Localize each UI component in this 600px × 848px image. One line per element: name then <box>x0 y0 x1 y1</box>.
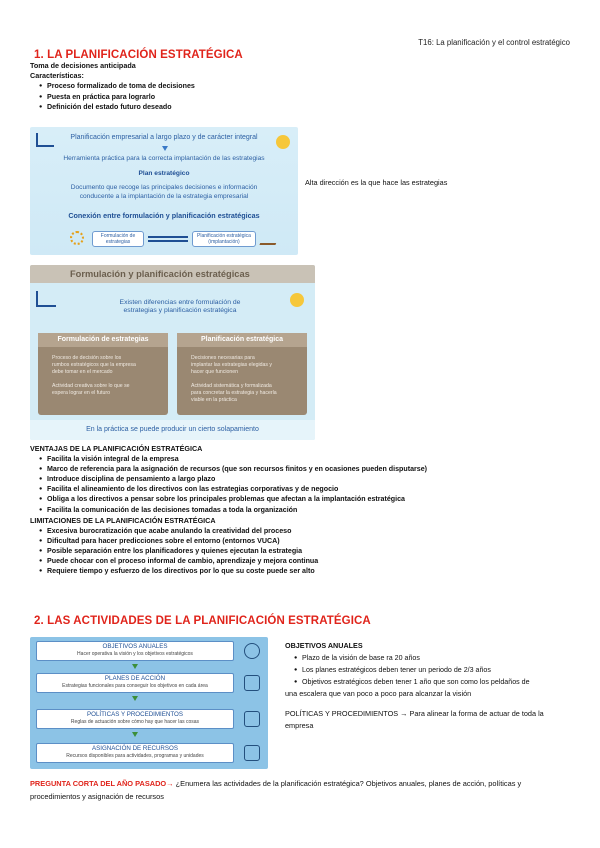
slide3-row-sub: Reglas de actuación sobre cómo hay que hacer las cosas <box>70 719 200 725</box>
tools-icon <box>259 231 280 245</box>
question-block <box>30 779 575 802</box>
slide2-right-panel <box>177 333 307 415</box>
section2-heading: 2. LAS ACTIVIDADES DE LA PLANIFICACIÓN ESTRATÉGICA <box>34 615 371 627</box>
boxes-icon <box>244 745 260 761</box>
slide2-right-text: Decisiones necesarias para <box>191 355 255 361</box>
slide2-title: Formulación y planificación estratégicas <box>70 269 250 279</box>
slide3-row-title: POLÍTICAS Y PROCEDIMIENTOS <box>87 711 183 718</box>
limitaciones-title: LIMITACIONES DE LA PLANIFICACIÓN ESTRATÉGICA <box>30 515 216 525</box>
slide2-right-text: viable en la práctica <box>191 397 237 403</box>
ventajas-list <box>30 454 575 514</box>
objetivos-title: OBJETIVOS ANUALES <box>285 641 363 650</box>
ventajas-title: VENTAJAS DE LA PLANIFICACIÓN ESTRATÉGICA <box>30 444 203 453</box>
down-arrow-icon <box>132 696 138 701</box>
list-item: ● Definición del estado futuro deseado <box>40 102 575 112</box>
slide3-row-sub: Hacer operativa la visión y los objetivos estratégicos <box>77 651 193 657</box>
slide2-left-text: Actividad creativa sobre lo que se <box>52 383 130 389</box>
ventajas-section <box>30 444 575 576</box>
characteristics-list <box>30 81 575 111</box>
target-icon <box>244 643 260 659</box>
list-item: ● Facilita la comunicación de las decisiones tomadas a toda la organización <box>40 505 575 515</box>
slide2-right-text: implantar las estrategias elegidas y <box>191 362 273 368</box>
slide2-right-head: Planificación estratégica <box>177 333 307 347</box>
slide3-row-sub: Recursos disponibles para actividades, programas y unidades <box>66 753 204 759</box>
slide1-line: Herramienta práctica para la correcta implantación de las estrategias <box>63 155 265 162</box>
flowchart-icon <box>244 711 260 727</box>
list-item: ● Marco de referencia para la asignación de recursos (que son recursos finitos y en ocasiones pueden disputarse) <box>40 464 575 474</box>
slide2-right-text: Actividad sistemática y formalizada <box>191 383 272 389</box>
lightbulb-icon <box>290 293 304 307</box>
question-text-cont: procedimientos y asignación de recursos <box>30 791 164 801</box>
side-note: Alta dirección es la que hace las estrategias <box>305 178 448 187</box>
slide3-row-title: ASIGNACIÓN DE RECURSOS <box>92 745 178 752</box>
list-item: ● Requiere tiempo y esfuerzo de los directivos por lo que su coste puede ser alto <box>40 566 575 576</box>
slide3-row-title: PLANES DE ACCIÓN <box>104 675 166 682</box>
list-item: ● Obliga a los directivos a pensar sobre los principales problemas que afectan a la implantación estratégica <box>40 494 575 504</box>
section1-intro <box>30 61 575 112</box>
down-arrow-icon <box>132 732 138 737</box>
slide1-line: conducente a la implantación de la estrategia empresarial <box>79 193 249 200</box>
list-item: ● Los planes estratégicos deben tener un periodo de 2/3 años <box>295 665 575 675</box>
slide2-left-text: espera lograr en el futuro <box>52 390 110 396</box>
down-arrow-icon <box>162 146 168 151</box>
slide3-row-objetivos <box>36 641 234 661</box>
objetivos-list <box>285 653 575 687</box>
slide2-caption: estrategias y planificación estratégica <box>123 307 237 314</box>
list-item: ● Puede chocar con el proceso informal de cambio, aprendizaje y mejora continua <box>40 556 575 566</box>
slide3-row-asignacion <box>36 743 234 763</box>
objetivos-continuation: una escalera que van poco a poco para alcanzar la visión <box>285 689 472 699</box>
stairs-icon <box>36 133 54 147</box>
chain-icon <box>148 236 188 242</box>
slide1-line: Planificación empresarial a largo plazo y de carácter integral <box>70 134 258 141</box>
slide2-bottom-caption: En la práctica se puede producir un cierto solapamiento <box>30 420 315 440</box>
slide3-row-title: OBJETIVOS ANUALES <box>102 643 168 650</box>
slide1-line: Documento que recoge las principales decisiones e información <box>70 184 258 191</box>
list-item: ● Puesta en práctica para lograrlo <box>40 92 575 102</box>
slide2-right-text: hacer que funcionen <box>191 369 239 375</box>
down-arrow-icon <box>132 664 138 669</box>
objetivos-block <box>285 641 575 731</box>
slide2-left-text: Proceso de decisión sobre los <box>52 355 122 361</box>
slide-planificacion-image <box>30 127 298 255</box>
slide3-row-sub: Estrategias funcionales para conseguir los objetivos en cada área <box>62 683 208 689</box>
list-item: ● Plazo de la visión de base ra 20 años <box>295 653 575 663</box>
slide2-left-text: debe tomar en el mercado <box>52 369 113 375</box>
stairs-icon <box>36 291 56 307</box>
slide1-box-planificacion: Planificación estratégica (implantación) <box>192 231 256 247</box>
slide-actividades-image <box>30 637 268 769</box>
list-item: ● Introduce disciplina de pensamiento a largo plazo <box>40 474 575 484</box>
characteristics-label: Características: <box>30 71 84 81</box>
list-item: ● Posible separación entre los planificadores y quienes ejecutan la estrategia <box>40 546 575 556</box>
slide2-caption: Existen diferencias entre formulación de <box>119 299 241 306</box>
slide-formulacion-image <box>30 265 315 440</box>
slide2-right-text: para concretar la estrategia y hacerla <box>191 390 277 396</box>
slide2-left-panel <box>38 333 168 415</box>
slide1-line: Plan estratégico <box>138 170 190 177</box>
lightbulb-icon <box>276 135 290 149</box>
gear-icon <box>70 231 84 245</box>
checklist-icon <box>244 675 260 691</box>
question-label: PREGUNTA CORTA DEL AÑO PASADO→ <box>30 779 174 788</box>
section1-heading: 1. LA PLANIFICACIÓN ESTRATÉGICA <box>34 49 243 61</box>
slide1-line: Conexión entre formulación y planificación estratégicas <box>68 211 260 220</box>
slide3-row-politicas <box>36 709 234 729</box>
slide2-title-bar <box>30 265 315 283</box>
intro-line: Toma de decisiones anticipada <box>30 61 136 70</box>
politicas-line-cont: empresa <box>285 721 314 731</box>
list-item: ● Dificultad para hacer predicciones sobre el entorno (entornos VUCA) <box>40 536 575 546</box>
list-item: ● Facilita la visión integral de la empresa <box>40 454 575 464</box>
slide1-box-formulacion: Formulación de estrategias <box>92 231 144 247</box>
politicas-line: POLÍTICAS Y PROCEDIMIENTOS → Para alinear la forma de actuar de toda la <box>285 708 544 718</box>
list-item: ● Objetivos estratégicos deben tener 1 año que son como los peldaños de <box>295 677 575 687</box>
list-item: ● Excesiva burocratización que acabe anulando la creatividad del proceso <box>40 526 575 536</box>
slide3-row-planes <box>36 673 234 693</box>
slide2-left-head: Formulación de estrategias <box>38 333 168 347</box>
list-item: ● Proceso formalizado de toma de decisiones <box>40 81 575 91</box>
question-text: ¿Enumera las actividades de la planificación estratégica? Objetivos anuales, planes de acción, políticas y <box>173 779 522 788</box>
slide2-left-text: rumbos estratégicos que la empresa <box>52 362 136 368</box>
limitaciones-list <box>30 526 575 576</box>
list-item: ● Facilita el alineamiento de los directivos con las estrategias corporativas y de negocio <box>40 484 575 494</box>
document-header-title: T16: La planificación y el control estratégico <box>418 38 570 47</box>
